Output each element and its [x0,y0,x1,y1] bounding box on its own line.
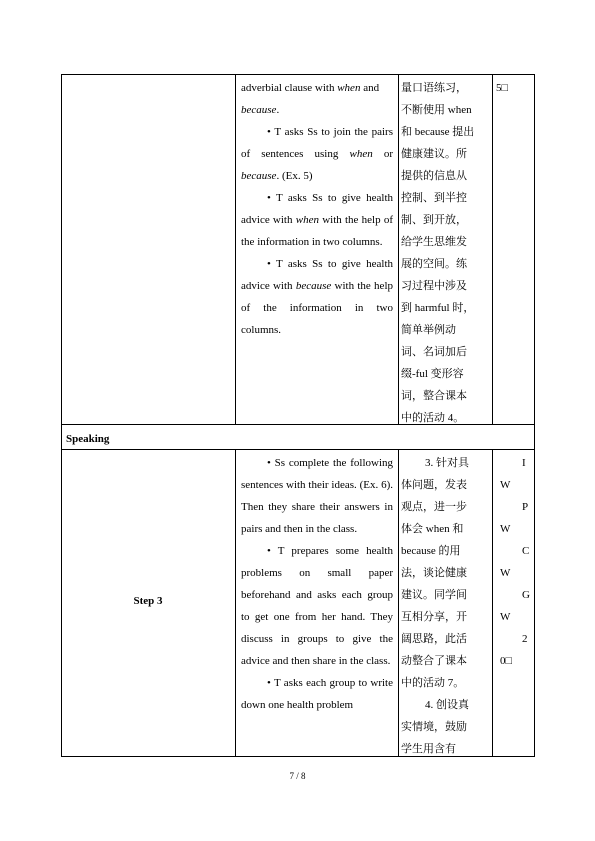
rationale-line: 控制、到半控 [401,192,467,204]
rationale-line: 中的活动 7。 [401,677,465,689]
rationale-line: 制、到开放， [401,214,467,226]
row1-time-cell [496,77,532,99]
rationale-line: 给学生思维发 [401,236,467,248]
competency-char: W [500,567,511,579]
col-divider-3-top [492,74,493,425]
table-top-border [61,74,535,75]
row1-time-value: 5□ [496,82,509,94]
row1-bullet-1: • T asks Ss to join the pairs of sentences using when or because. (Ex. 5) [241,126,393,182]
competency-char: 0□ [500,655,513,667]
rationale-line: 法，谈论健康 [401,567,467,579]
row2-rationale-cell [401,452,489,760]
row2-bullet-1: • Ss complete the following sentences with their ideas. (Ex. 6). Then they share their answers in pairs and then in the class. [241,457,393,535]
row1-rationale-cell [401,77,489,429]
rationale-line: 词，整合课本 [401,390,467,402]
table-left-border [61,74,62,757]
rationale-line: because 的用 [401,545,461,557]
row1-intro-line: adverbial clause with when and [241,82,380,94]
col-divider-1-bottom [235,449,236,757]
row1-intro-line-2: because. [241,104,280,116]
row-divider-speaking-bottom [61,449,535,450]
rationale-line: 3. 针对具 [425,457,469,469]
row1-bullet-3: • T asks Ss to give health advice with because with the help of the information in two columns. [241,258,393,336]
table-right-border [534,74,535,757]
row1-activity-cell [241,77,393,341]
rationale-line: 和 because 提出 [401,126,475,138]
page-number: 7 / 8 [289,771,306,781]
rationale-line: 学生用含有 [401,743,456,755]
col-divider-3-bottom [492,449,493,757]
rationale-line: 量口语练习， [401,82,467,94]
competency-char: G [522,589,530,601]
row1-bullet-2: • T asks Ss to give health advice with when with the help of the information in two columns. [241,192,393,248]
col-divider-1-top [235,74,236,425]
rationale-line: 展的空间。练 [401,258,467,270]
section-heading-speaking: Speaking [66,433,110,445]
competency-char: W [500,523,511,535]
rationale-line: 词、名词加后 [401,346,467,358]
row2-competency-cell [496,452,532,672]
rationale-line: 实情境，鼓励 [401,721,467,733]
rationale-line: 到 harmful 时， [401,302,475,314]
row2-bullet-2: • T prepares some health problems on small paper beforehand and asks each group to get one from her hand. They discuss in groups to give the advice and then share in the class. [241,545,393,667]
rationale-line: 互相分享，开 [401,611,467,623]
rationale-line: 健康建议。所 [401,148,467,160]
rationale-line: 习过程中涉及 [401,280,467,292]
competency-char: C [522,545,530,557]
col-divider-2-top [398,74,399,425]
rationale-line: 观点，进一步 [401,501,467,513]
competency-char: W [500,479,511,491]
rationale-line: 缀-ful 变形容 [401,368,464,380]
step-label: Step 3 [133,595,163,607]
rationale-line: 中的活动 4。 [401,412,465,424]
competency-char: P [522,501,529,513]
rationale-line: 建议。同学间 [401,589,467,601]
rationale-line: 体会 when 和 [401,523,464,535]
rationale-line: 动整合了课本 [401,655,467,667]
col-divider-2-bottom [398,449,399,757]
rationale-line: 4. 创设真 [425,699,469,711]
competency-char: 2 [522,633,528,645]
rationale-line: 体问题，发表 [401,479,467,491]
rationale-line: 提供的信息从 [401,170,467,182]
competency-char: I [522,457,526,469]
row2-activity-cell [241,452,393,716]
row2-bullet-3: • T asks each group to write down one health problem [241,677,393,711]
rationale-line: 阔思路，此活 [401,633,467,645]
competency-char: W [500,611,511,623]
rationale-line: 简单举例动 [401,324,456,336]
rationale-line: 不断使用 when [401,104,472,116]
